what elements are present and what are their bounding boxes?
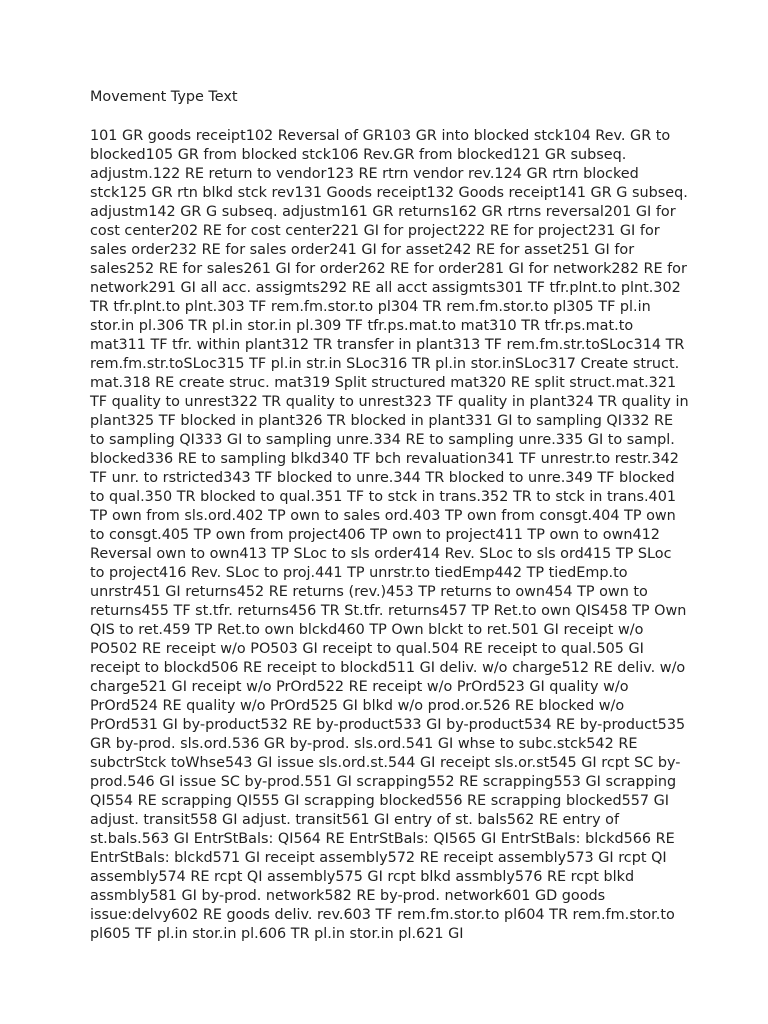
document-heading: Movement Type Text [90, 89, 238, 105]
movement-type-list: 101 GR goods receipt102 Reversal of GR103 GR into blocked stck104 Rev. GR to blocked105 GR from blocked stck106 Rev.GR from blocked121 GR subseq. adjustm.122 RE return to vendor123 RE rtrn vendor rev.124 GR rtrn blocked stck125 GR rtn blkd stck rev131 Goods receipt132 Goods receipt141 GR G subseq. adjustm142 GR G subseq. adjustm161 GR returns162 GR rtrns reversal201 GI for cost center202 RE for cost center221 GI for project222 RE for project231 GI for sales order232 RE for sales order241 GI for asset242 RE for asset251 GI for sales252 RE for sales261 GI for order262 RE for order281 GI for network282 RE for network291 GI all acc. assigmts292 RE all acct assigmts301 TF tfr.plnt.to plnt.302 TR tfr.plnt.to plnt.303 TF rem.fm.stor.to pl304 TR rem.fm.stor.to pl305 TF pl.in stor.in pl.306 TR pl.in stor.in pl.309 TF tfr.ps.mat.to mat310 TR tfr.ps.mat.to mat311 TF tfr. within plant312 TR transfer in plant313 TF rem.fm.str.toSLoc314 TR rem.fm.str.toSLoc315 TF pl.in str.in SLoc316 TR pl.in stor.inSLoc317 Create struct. mat.318 RE create struc. mat319 Split structured mat320 RE split struct.mat.321 TF quality to unrest322 TR quality to unrest323 TF quality in plant324 TR quality in plant325 TF blocked in plant326 TR blocked in plant331 GI to sampling QI332 RE to sampling QI333 GI to sampling unre.334 RE to sampling unre.335 GI to sampl. blocked336 RE to sampling blkd340 TF bch revaluation341 TF unrestr.to restr.342 TF unr. to rstricted343 TF blocked to unre.344 TR blocked to unre.349 TF blocked to qual.350 TR blocked to qual.351 TF to stck in trans.352 TR to stck in trans.401 TP own from sls.ord.402 TP own to sales ord.403 TP own from consgt.404 TP own to consgt.405 TP own from project406 TP own to project411 TP own to own412 Reversal own to own413 TP SLoc to sls order414 Rev. SLoc to sls ord415 TP SLoc to project416 Rev. SLoc to proj.441 TP unrstr.to tiedEmp442 TP tiedEmp.to unrstr451 GI returns452 RE returns (rev.)453 TP returns to own454 TP own to returns455 TF st.tfr. returns456 TR St.tfr. returns457 TP Ret.to own QIS458 TP Own QIS to ret.459 TP Ret.to own blckd460 TP Own blckt to ret.501 GI receipt w/o PO502 RE receipt w/o PO503 GI receipt to qual.504 RE receipt to qual.505 GI receipt to blockd506 RE receipt to blockd511 GI deliv. w/o charge512 RE deliv. w/o charge521 GI receipt w/o PrOrd522 RE receipt w/o PrOrd523 GI quality w/o PrOrd524 RE quality w/o PrOrd525 GI blkd w/o prod.or.526 RE blocked w/o PrOrd531 GI by-product532 RE by-product533 GI by-product534 RE by-product535 GR by-prod. sls.ord.536 GR by-prod. sls.ord.541 GI whse to subc.stck542 RE subctrStck toWhse543 GI issue sls.ord.st.544 GI receipt sls.or.st545 GI rcpt SC by-prod.546 GI issue SC by-prod.551 GI scrapping552 RE scrapping553 GI scrapping QI554 RE scrapping QI555 GI scrapping blocked556 RE scrapping blocked557 GI adjust. transit558 GI adjust. transit561 GI entry of st. bals562 RE entry of st.bals.563 GI EntrStBals: QI564 RE EntrStBals: QI565 GI EntrStBals: blckd566 RE EntrStBals: blckd571 GI receipt assembly572 RE receipt assembly573 GI rcpt QI assembly574 RE rcpt QI assembly575 GI rcpt blkd assmbly576 RE rcpt blkd assmbly581 GI by-prod. network582 RE by-prod. network601 GD goods issue:delvy602 RE goods deliv. rev.603 TF rem.fm.stor.to pl604 TR rem.fm.stor.to pl605 TF pl.in stor.in pl.606 TR pl.in stor.in pl.621 GI [90, 128, 689, 942]
document-page [90, 88, 690, 944]
